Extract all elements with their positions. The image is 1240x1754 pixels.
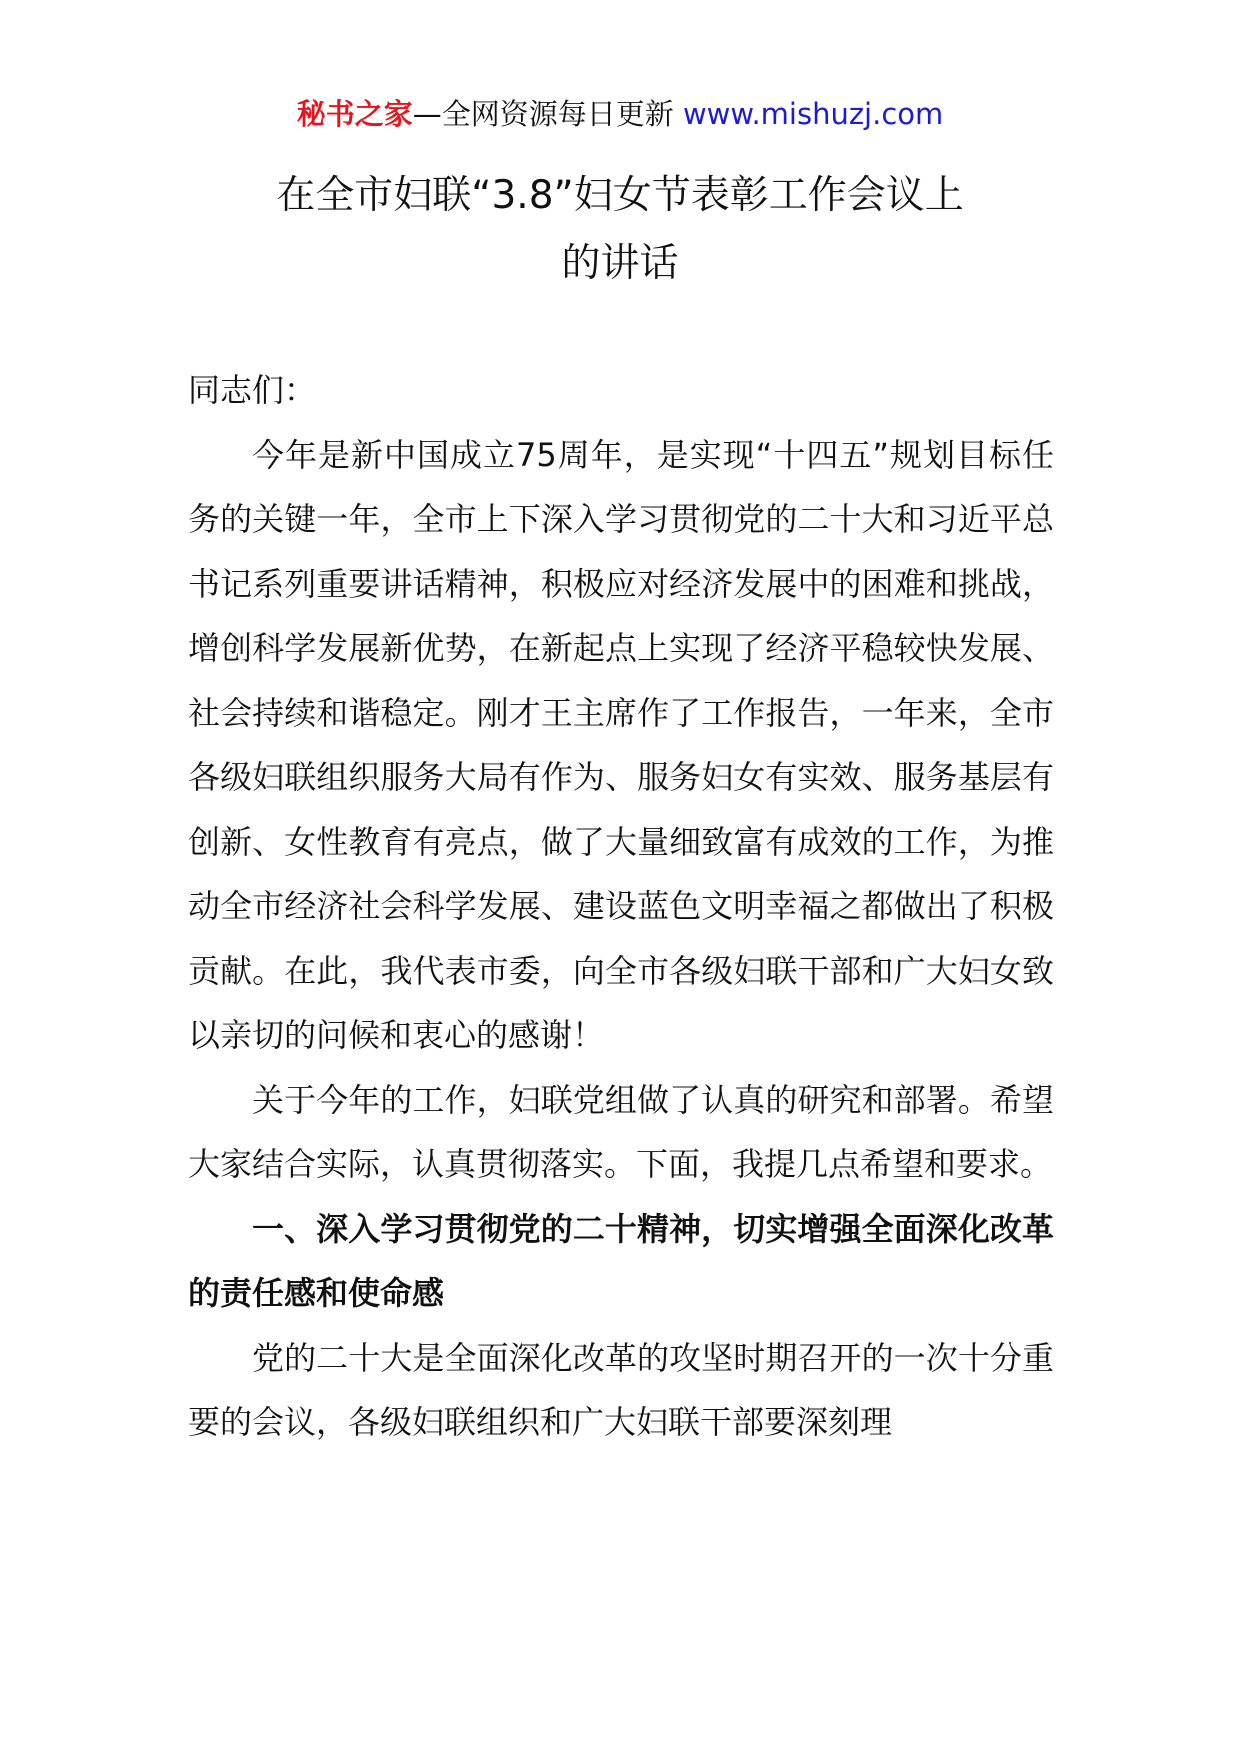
document-body	[188, 358, 1054, 1455]
paragraph-3: 党的二十大是全面深化改革的攻坚时期召开的一次十分重要的会议，各级妇联组织和广大妇联干部要深刻理	[188, 1338, 1054, 1441]
document-title	[0, 162, 1240, 298]
site-header	[0, 94, 1240, 134]
paragraph-2: 关于今年的工作，妇联党组做了认真的研究和部署。希望大家结合实际，认真贯彻落实。下面，我提几点希望和要求。	[188, 1080, 1054, 1183]
site-url-link[interactable]: www.mishuzj.com	[682, 97, 944, 131]
title-line-2: 的讲话	[561, 241, 679, 286]
header-slogan: —全网资源每日更新	[412, 97, 674, 131]
salutation: 同志们：	[188, 371, 317, 409]
brand-name: 秘书之家	[296, 97, 413, 131]
section-heading-1: 一、深入学习贯彻党的二十精神，切实增强全面深化改革的责任感和使命感	[188, 1209, 1054, 1312]
paragraph-1: 今年是新中国成立75周年，是实现“十四五”规划目标任务的关键一年，全市上下深入学习贯彻党的二十大和习近平总书记系列重要讲话精神，积极应对经济发展中的困难和挑战，增创科学发展新优势，在新起点上实现了经济平稳较快发展、社会持续和谐稳定。刚才王主席作了工作报告，一年来，全市各级妇联组织服务大局有作为、服务妇女有实效、服务基层有创新、女性教育有亮点，做了大量细致富有成效的工作，为推动全市经济社会科学发展、建设蓝色文明幸福之都做出了积极贡献。在此，我代表市委，向全市各级妇联干部和广大妇女致以亲切的问候和衷心的感谢！	[188, 435, 1054, 1054]
title-line-1: 在全市妇联“3.8”妇女节表彰工作会议上	[276, 173, 964, 218]
